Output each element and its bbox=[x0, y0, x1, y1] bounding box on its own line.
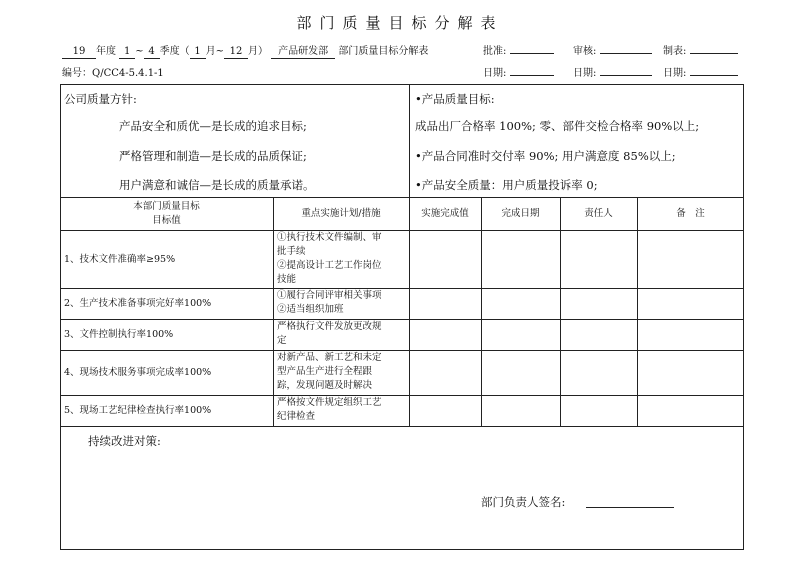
make-date-field[interactable] bbox=[690, 75, 738, 76]
dept-field[interactable]: 产品研发部 bbox=[271, 46, 335, 59]
policy-line: 产品安全和质优—是长成的追求目标; bbox=[119, 119, 307, 133]
policy-line: 用户满意和诚信—是长成的质量承诺。 bbox=[119, 178, 315, 192]
sign-field[interactable] bbox=[586, 507, 674, 508]
review-date-field[interactable] bbox=[600, 75, 652, 76]
approve-label: 批准: bbox=[483, 46, 507, 57]
header-actual: 实施完成值 bbox=[421, 208, 469, 219]
row-plan: ①执行技术文件编制、审 批手续 ②提高设计工艺工作岗位 技能 bbox=[277, 232, 382, 285]
doc-code: 编号：Q/CC4-5.4.1-1 bbox=[62, 68, 164, 79]
review-field[interactable] bbox=[600, 53, 652, 54]
quarter-to-field[interactable]: 4 bbox=[144, 46, 160, 59]
row-plan: ①履行合同评审相关事项 ②适当组织加班 bbox=[277, 290, 382, 315]
goals-line: 成品出厂合格率 100%; 零、部件交检合格率 90%以上; bbox=[415, 119, 700, 133]
date-label: 日期: bbox=[573, 68, 597, 79]
row-target: 2、生产技术准备事项完好率100% bbox=[64, 298, 212, 309]
row-plan: 严格按文件规定组织工艺 纪律检查 bbox=[277, 397, 382, 422]
date-block-1 bbox=[483, 64, 554, 79]
page-title: 部门质量目标分解表 bbox=[296, 14, 504, 32]
date-label: 日期: bbox=[663, 68, 687, 79]
divider bbox=[60, 197, 744, 198]
approve-date-field[interactable] bbox=[510, 75, 554, 76]
sign-label: 部门负责人签名: bbox=[481, 495, 566, 509]
divider bbox=[481, 197, 482, 426]
goals-line: •产品合同准时交付率 90%; 用户满意度 85%以上; bbox=[415, 149, 676, 163]
period-line: 19 年度 1 ~ 4 季度（ 1 月~ 12 月） 产品研发部 部门质量目标分解表 bbox=[62, 42, 428, 59]
header-owner: 责任人 bbox=[584, 208, 613, 219]
approve-field[interactable] bbox=[510, 53, 554, 54]
quarter-from-field[interactable]: 1 bbox=[119, 46, 135, 59]
row-target: 3、文件控制执行率100% bbox=[64, 329, 174, 340]
row-plan: 严格执行文件发放更改规 定 bbox=[277, 321, 382, 346]
row-target: 1、技术文件准确率≥95% bbox=[64, 254, 176, 265]
make-label: 制表: bbox=[663, 46, 687, 57]
date-label: 日期: bbox=[483, 68, 507, 79]
year-field[interactable]: 19 bbox=[62, 46, 96, 59]
policy-heading: 公司质量方针: bbox=[64, 92, 137, 106]
divider bbox=[560, 197, 561, 426]
header-target: 本部门质量目标 目标值 bbox=[133, 201, 200, 226]
row-plan: 对新产品、新工艺和未定 型产品生产进行全程跟 踪，发现问题及时解决 bbox=[277, 352, 382, 391]
month-from-field[interactable]: 1 bbox=[190, 46, 206, 59]
review-block bbox=[573, 42, 652, 57]
month-to-field[interactable]: 12 bbox=[224, 46, 248, 59]
divider bbox=[409, 84, 410, 197]
goals-line: •产品安全质量：用户质量投诉率 0; bbox=[415, 178, 598, 192]
divider bbox=[60, 426, 744, 427]
header-date: 完成日期 bbox=[501, 208, 540, 219]
row-target: 4、现场技术服务事项完成率100% bbox=[64, 367, 212, 378]
date-block-2 bbox=[573, 64, 652, 79]
date-block-3 bbox=[663, 64, 738, 79]
review-label: 审核: bbox=[573, 46, 597, 57]
header-plan: 重点实施计划/措施 bbox=[301, 208, 381, 219]
doc-name: 部门质量目标分解表 bbox=[338, 46, 429, 57]
approve-block bbox=[483, 42, 554, 57]
improve-label: 持续改进对策: bbox=[88, 434, 161, 448]
divider bbox=[409, 197, 410, 426]
make-block bbox=[663, 42, 738, 57]
make-field[interactable] bbox=[690, 53, 738, 54]
divider bbox=[637, 197, 638, 426]
goals-heading: •产品质量目标: bbox=[415, 92, 495, 106]
policy-line: 严格管理和制造—是长成的品质保证; bbox=[119, 149, 307, 163]
header-remark: 备 注 bbox=[676, 208, 705, 219]
row-target: 5、现场工艺纪律检查执行率100% bbox=[64, 405, 212, 416]
divider bbox=[273, 197, 274, 426]
